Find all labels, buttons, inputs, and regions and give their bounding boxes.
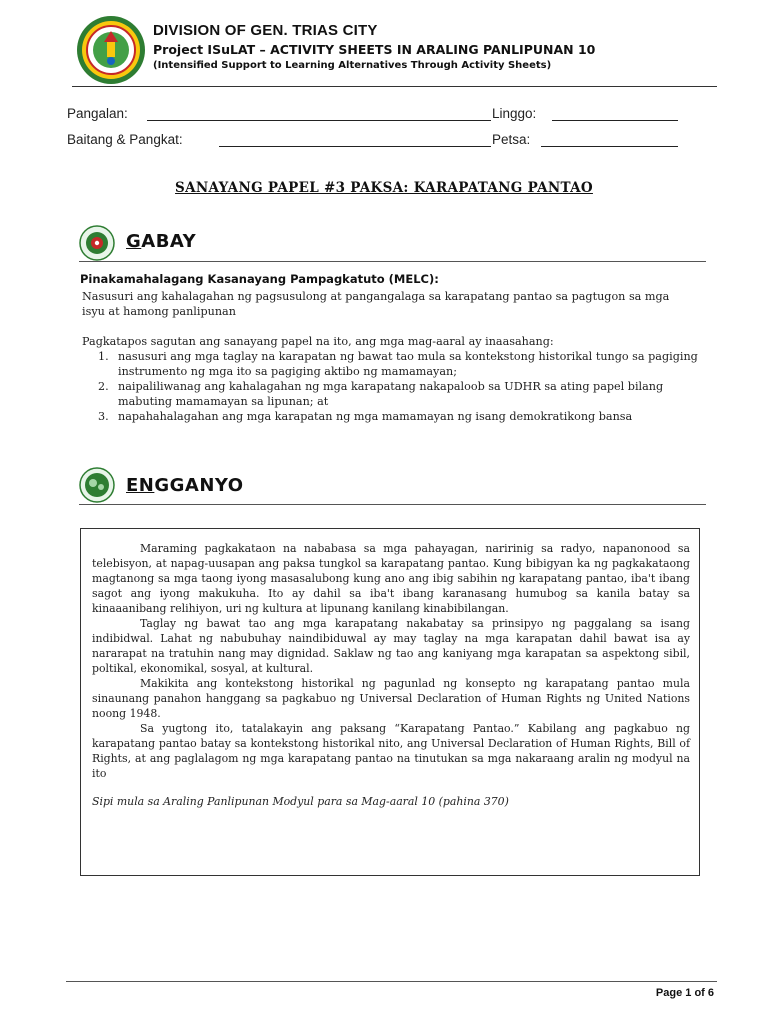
project-title: Project ISuLAT – ACTIVITY SHEETS IN ARALING PANLIPUNAN 10 — [153, 42, 596, 57]
objective-item: 2. naipaliliwanag ang kahalagahan ng mga karapatang nakapaloob sa UDHR sa ating papel bilang mabuting mamamayan sa lipunan; at — [98, 380, 664, 408]
engage-icon — [79, 467, 115, 503]
name-label: Pangalan: — [67, 106, 128, 121]
header-divider — [72, 86, 717, 87]
date-label: Petsa: — [492, 132, 531, 147]
date-field[interactable] — [541, 132, 678, 147]
objectives-list — [82, 349, 712, 424]
week-label: Linggo: — [492, 106, 537, 121]
name-field[interactable] — [147, 106, 491, 121]
passage-paragraph: Sa yugtong ito, tatalakayin ang paksang “Karapatang Pantao.” Kabilang ang pagkabuo ng karapatang pantao batay sa kontekstong historikal nito, ang Universal Declaration of Human Rights, Bill of Rights, at ang paglalagom ng mga karapatang pantao na tinutukan sa mga nakaraang aralin ng modyul na ito — [92, 722, 690, 780]
footer-divider — [66, 981, 717, 982]
gabay-divider — [79, 261, 706, 262]
grade-section-label: Baitang & Pangkat: — [67, 132, 183, 147]
grade-section-field[interactable] — [219, 132, 491, 147]
gabay-title: GABAY — [126, 231, 197, 252]
target-icon — [79, 225, 115, 261]
passage-text — [92, 541, 690, 809]
passage-source: Sipi mula sa Araling Panlipunan Modyul para sa Mag-aaral 10 (pahina 370) — [92, 795, 509, 808]
melc-text: Nasusuri ang kahalagahan ng pagsusulong at pangangalaga sa karapatang pantao sa pagtugon sa mga isyu at hamong panlipunan — [82, 290, 670, 318]
passage-paragraph: Taglay ng bawat tao ang mga karapatang nakabatay sa prinsipyo ng paggalang sa isang indibidwal. Lahat ng nabubuhay naindibiduwal ay may taglay na mga karapatan dahil bawat isa ay nararapat na tratuhin nang may dignidad. Saklaw ng tao ang kaniyang mga karapatan sa aspektong sibil, poltikal, ekonomikal, sosyal, at kultural. — [92, 617, 690, 675]
week-field[interactable] — [552, 106, 678, 121]
objective-item: 1. nasusuri ang mga taglay na karapatan ng bawat tao mula sa kontekstong historikal tungo sa pagiging instrumento ng mga ito sa pagiging aktibo ng mamamayan; — [98, 350, 698, 378]
passage-paragraph: Makikita ang kontekstong historikal ng pagunlad ng konsepto ng karapatang pantao mula sinaunang panahon hanggang sa pagkabuo ng Universal Declaration of Human Rights ng United Nations noong 1948. — [92, 677, 690, 720]
engganyo-title: ENGGANYO — [126, 475, 244, 496]
melc-heading: Pinakamahalagang Kasanayang Pampagkatuto (MELC): — [80, 272, 439, 286]
division-title: DIVISION OF GEN. TRIAS CITY — [153, 22, 378, 39]
passage-paragraph: Maraming pagkakataon na nababasa sa mga pahayagan, naririnig sa radyo, napanonood sa telebisyon, at napag-uusapan ang paksa tungkol sa karapatang pantao. Kung bibigyan ka ng pagkakataong magtanong sa mga taong iyong masasalubong kung ano ang ibig sabihin ng karapatang pantao, iba't ibang sagot ang iyong makukuha. Ito ay dahil sa iba't ibang karanasang humubog sa kanila batay sa kinaaanibang relihiyon, uri ng kultura at lipunang kanilang kinabibilangan. — [92, 542, 690, 615]
page-number: Page 1 of 6 — [655, 987, 714, 999]
project-subtitle: (Intensified Support to Learning Alternatives Through Activity Sheets) — [153, 60, 552, 71]
objectives-intro: Pagkatapos sagutan ang sanayang papel na ito, ang mga mag-aaral ay inaasahang: — [82, 335, 554, 348]
engganyo-divider — [79, 504, 706, 505]
objective-item: 3. napahahalagahan ang mga karapatan ng mga mamamayan ng isang demokratikong bansa — [98, 410, 633, 423]
division-seal-logo — [76, 15, 146, 85]
sheet-title: SANAYANG PAPEL #3 PAKSA: KARAPATANG PANTAO — [175, 180, 593, 196]
